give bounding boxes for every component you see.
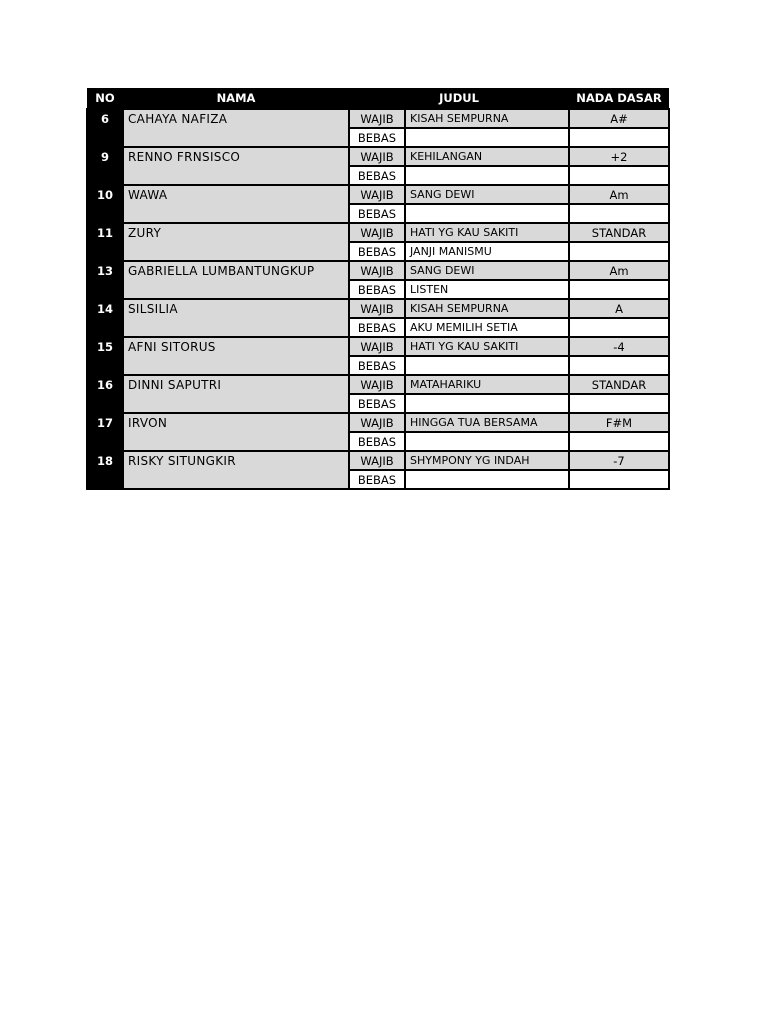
table-row: [87, 375, 669, 394]
song-title: MATAHARIKU: [405, 375, 569, 394]
entry-name: ZURY: [123, 223, 349, 261]
entry-number: 11: [87, 223, 123, 261]
song-key: [569, 356, 669, 375]
song-key: [569, 242, 669, 261]
header-row: [87, 88, 669, 109]
song-list-table: [86, 88, 670, 490]
song-type-label: WAJIB: [349, 223, 405, 242]
entry-number: 17: [87, 413, 123, 451]
table-row: [87, 185, 669, 204]
entry-name: RISKY SITUNGKIR: [123, 451, 349, 489]
entry-name: IRVON: [123, 413, 349, 451]
song-title: SANG DEWI: [405, 261, 569, 280]
song-title: SANG DEWI: [405, 185, 569, 204]
song-key: [569, 280, 669, 299]
entry-name: SILSILIA: [123, 299, 349, 337]
entry-number: 13: [87, 261, 123, 299]
song-key: [569, 394, 669, 413]
entry-name: CAHAYA NAFIZA: [123, 109, 349, 147]
song-key: F#M: [569, 413, 669, 432]
entry-name: DINNI SAPUTRI: [123, 375, 349, 413]
entry-name: AFNI SITORUS: [123, 337, 349, 375]
song-key: A: [569, 299, 669, 318]
entry-name: RENNO FRNSISCO: [123, 147, 349, 185]
table-row: [87, 337, 669, 356]
song-type-label: BEBAS: [349, 166, 405, 185]
entry-number: 9: [87, 147, 123, 185]
entry-number: 6: [87, 109, 123, 147]
song-key: [569, 166, 669, 185]
entry-number: 10: [87, 185, 123, 223]
song-title: HATI YG KAU SAKITI: [405, 337, 569, 356]
song-key: STANDAR: [569, 223, 669, 242]
table-row: [87, 109, 669, 128]
song-title: [405, 128, 569, 147]
song-type-label: BEBAS: [349, 242, 405, 261]
song-key: [569, 128, 669, 147]
song-key: [569, 204, 669, 223]
entry-number: 18: [87, 451, 123, 489]
song-title: SHYMPONY YG INDAH: [405, 451, 569, 470]
song-title: [405, 470, 569, 489]
song-title: [405, 204, 569, 223]
song-type-label: BEBAS: [349, 280, 405, 299]
song-title: [405, 432, 569, 451]
song-type-label: BEBAS: [349, 128, 405, 147]
song-type-label: WAJIB: [349, 451, 405, 470]
song-title: HATI YG KAU SAKITI: [405, 223, 569, 242]
entries-body: [87, 109, 669, 489]
song-key: +2: [569, 147, 669, 166]
song-title: LISTEN: [405, 280, 569, 299]
song-key: Am: [569, 261, 669, 280]
entry-name: WAWA: [123, 185, 349, 223]
header-judul: JUDUL: [349, 88, 569, 109]
header-no: NO: [87, 88, 123, 109]
song-title: AKU MEMILIH SETIA: [405, 318, 569, 337]
song-type-label: BEBAS: [349, 356, 405, 375]
song-type-label: WAJIB: [349, 375, 405, 394]
entry-number: 14: [87, 299, 123, 337]
song-key: -4: [569, 337, 669, 356]
song-title: JANJI MANISMU: [405, 242, 569, 261]
song-title: KEHILANGAN: [405, 147, 569, 166]
song-type-label: BEBAS: [349, 394, 405, 413]
song-type-label: BEBAS: [349, 204, 405, 223]
song-key: [569, 432, 669, 451]
table-row: [87, 451, 669, 470]
song-type-label: WAJIB: [349, 185, 405, 204]
header-nada-dasar: NADA DASAR: [569, 88, 669, 109]
song-title: [405, 394, 569, 413]
entry-number: 15: [87, 337, 123, 375]
song-type-label: WAJIB: [349, 261, 405, 280]
song-key: -7: [569, 451, 669, 470]
song-type-label: WAJIB: [349, 299, 405, 318]
song-key: STANDAR: [569, 375, 669, 394]
song-title: KISAH SEMPURNA: [405, 109, 569, 128]
entry-name: GABRIELLA LUMBANTUNGKUP: [123, 261, 349, 299]
song-type-label: WAJIB: [349, 413, 405, 432]
song-type-label: WAJIB: [349, 337, 405, 356]
song-title: [405, 166, 569, 185]
song-title: HINGGA TUA BERSAMA: [405, 413, 569, 432]
table-row: [87, 147, 669, 166]
song-key: [569, 318, 669, 337]
song-type-label: WAJIB: [349, 147, 405, 166]
song-title: [405, 356, 569, 375]
table-row: [87, 223, 669, 242]
song-key: Am: [569, 185, 669, 204]
song-key: A#: [569, 109, 669, 128]
song-type-label: BEBAS: [349, 470, 405, 489]
entry-number: 16: [87, 375, 123, 413]
song-type-label: BEBAS: [349, 432, 405, 451]
song-title: KISAH SEMPURNA: [405, 299, 569, 318]
header-nama: NAMA: [123, 88, 349, 109]
song-type-label: BEBAS: [349, 318, 405, 337]
table-row: [87, 413, 669, 432]
table-row: [87, 299, 669, 318]
song-type-label: WAJIB: [349, 109, 405, 128]
song-key: [569, 470, 669, 489]
table-row: [87, 261, 669, 280]
